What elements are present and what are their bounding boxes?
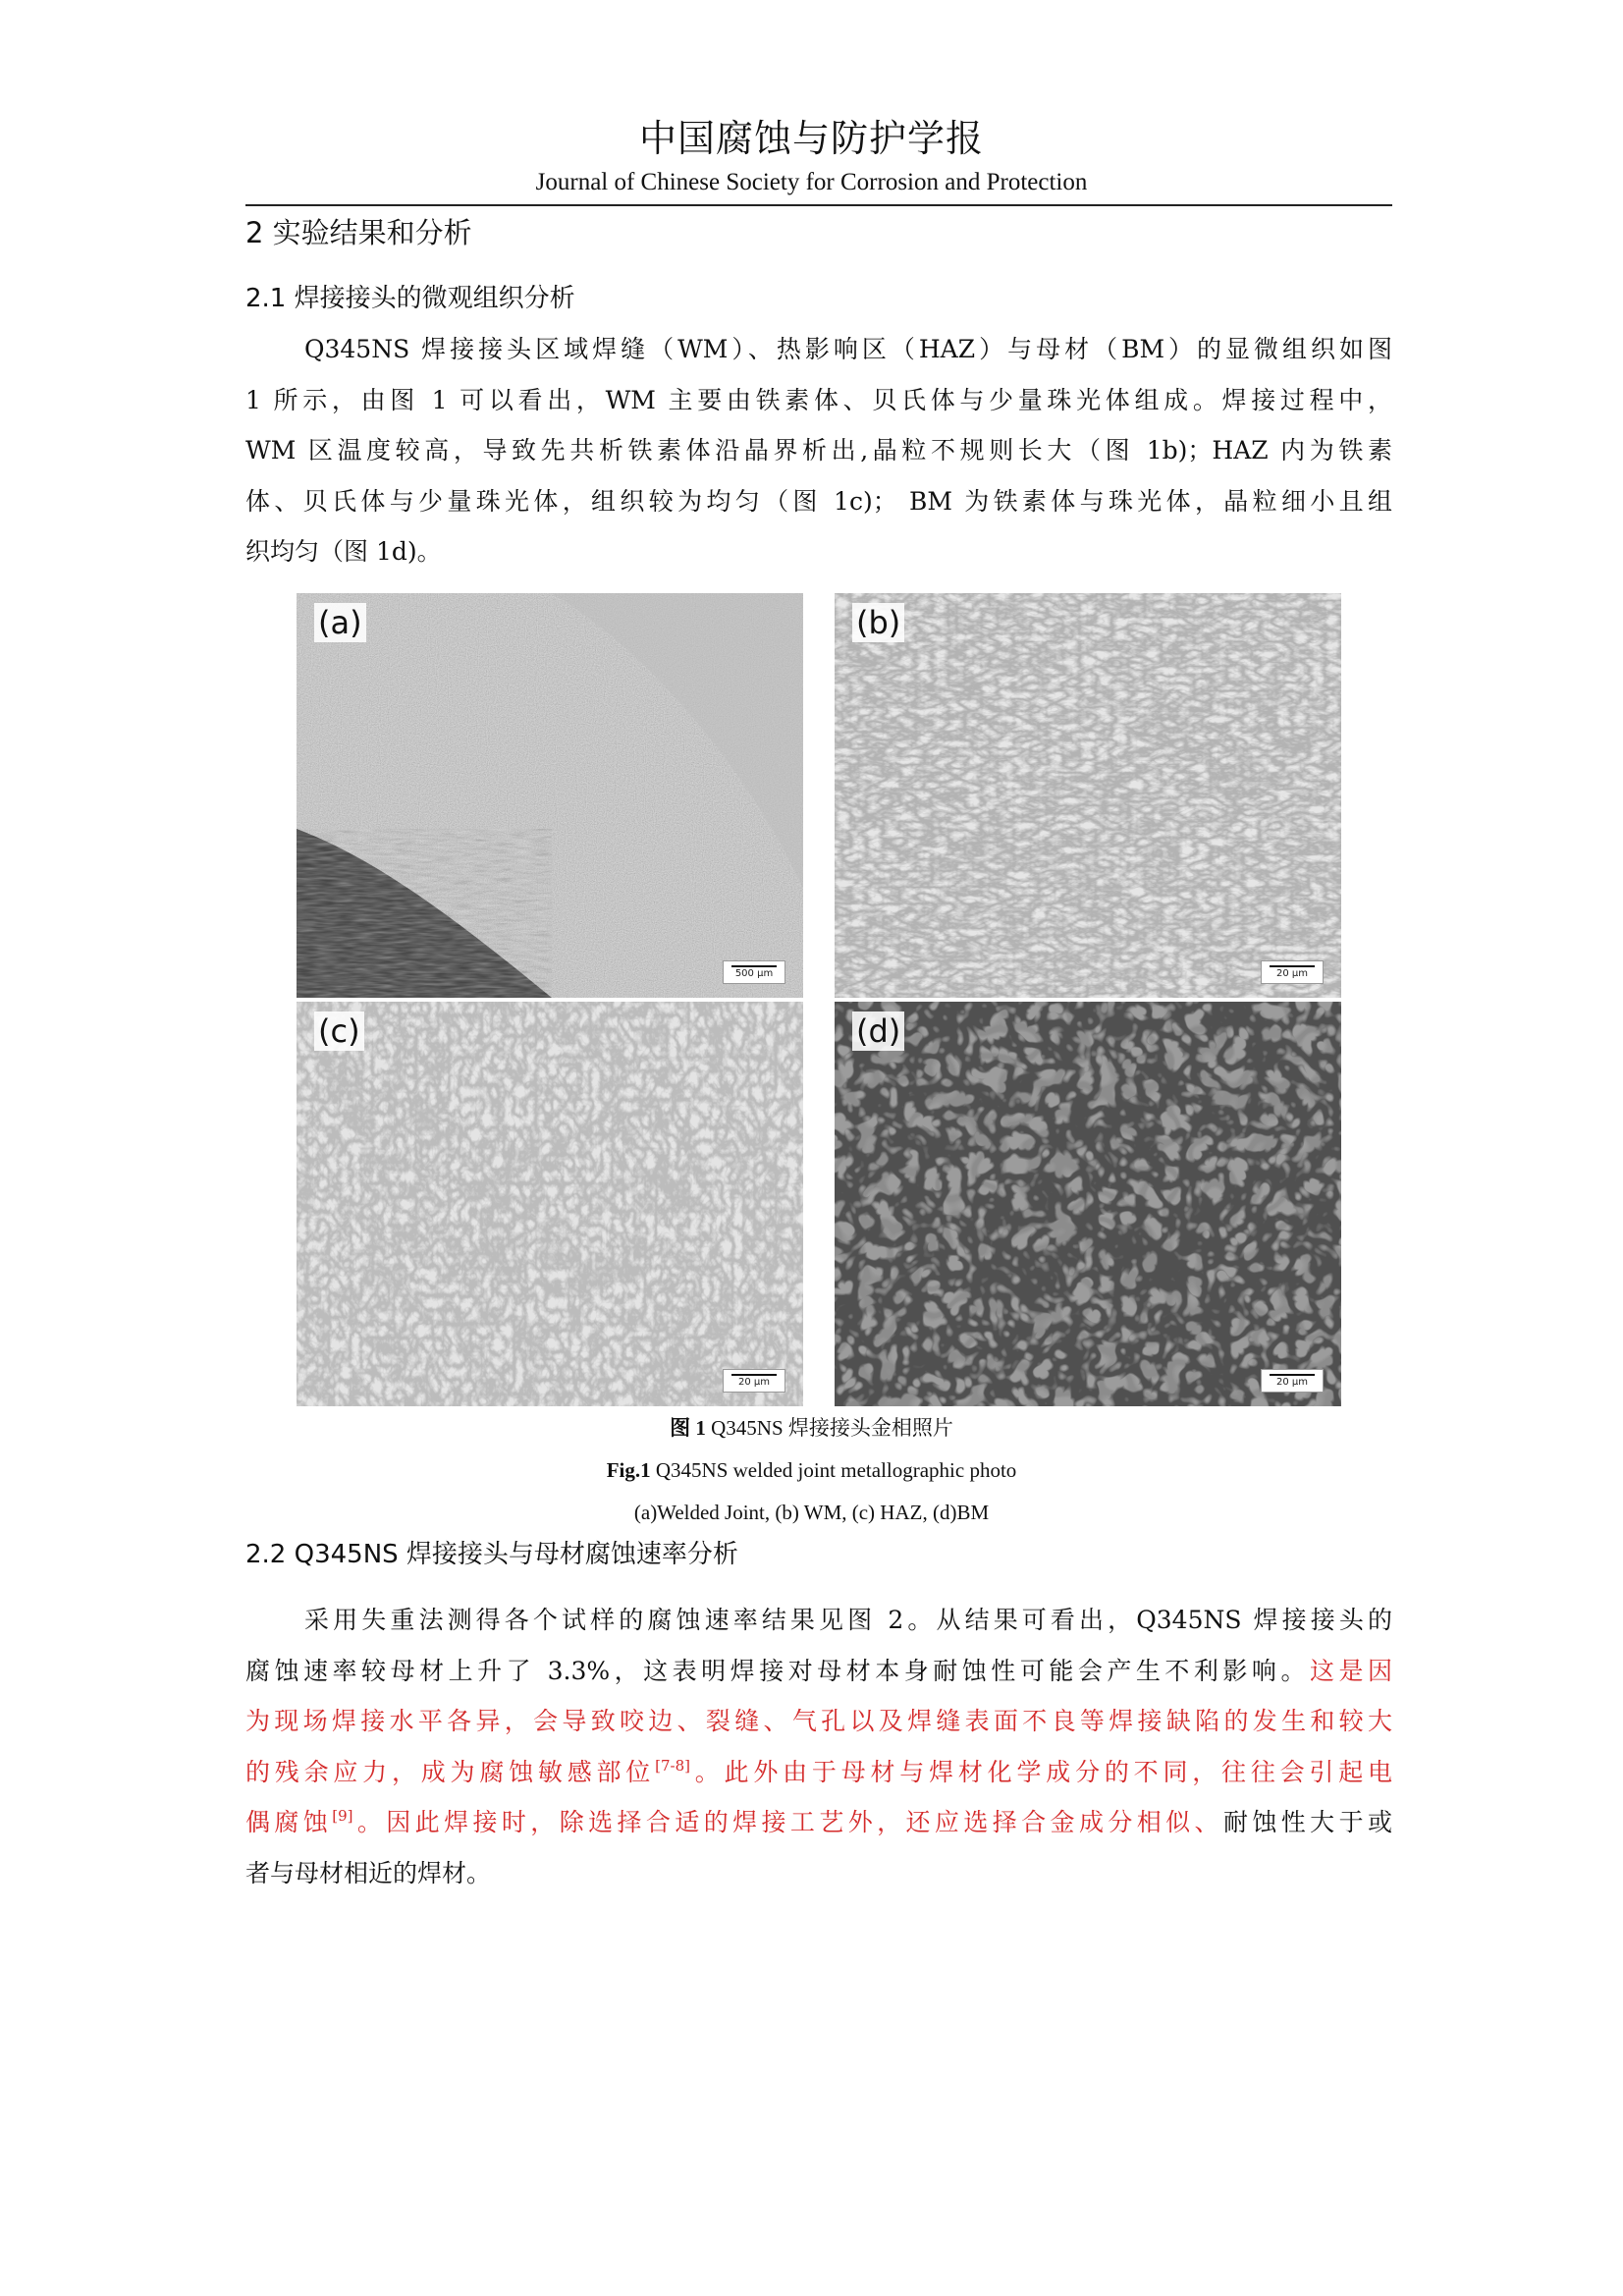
paragraph-line: 者与母材相近的焊材。 [245,1858,492,1887]
micrograph-panel-d [835,1002,1341,1406]
journal-title-en: Journal of Chinese Society for Corrosion and Protection [535,169,1088,195]
figure-caption-en [0,1456,1623,1484]
section-heading-2-2: 2.2 Q345NS 焊接接头与母材腐蚀速率分析 [245,1540,738,1569]
section-heading-2-1: 2.1 焊接接头的微观组织分析 [245,284,575,313]
paragraph-line: 为现场焊接水平各异，会导致咬边、裂缝、气孔以及焊缝表面不良等焊接缺陷的发生和较大 [245,1707,1392,1735]
panel-label-a: (a) [314,603,366,642]
scale-bar-a: 500 μm [723,960,785,984]
paragraph-line: 织均匀（图 1d)。 [245,537,442,566]
citation-ref: [9] [332,1807,353,1825]
paragraph-corrosion-rate [245,1595,1392,1898]
panel-label-b: (b) [852,603,904,642]
panel-label-c: (c) [314,1011,364,1051]
section-heading-2: 2 实验结果和分析 [245,216,472,249]
micrograph-image-d [835,1002,1341,1406]
journal-title-cn: 中国腐蚀与防护学报 [638,117,984,160]
paragraph-line: 偶腐蚀[9]。因此焊接时，除选择合适的焊接工艺外，还应选择合金成分相似、耐蚀性大于或 [245,1807,1392,1836]
header-rule [245,204,1392,206]
micrograph-image-c [297,1002,803,1406]
panel-label-d: (d) [852,1011,904,1051]
paragraph-microstructure [245,324,1392,577]
paragraph-line: Q345NS 焊接接头区域焊缝（WM）、热影响区（HAZ）与母材（BM）的显微组织如图 [304,335,1392,363]
citation-ref: [7-8] [655,1756,690,1775]
micrograph-image-b [835,593,1341,998]
paragraph-line: 体、贝氏体与少量珠光体，组织较为均匀（图 1c)； BM 为铁素体与珠光体，晶粒细小且组 [245,486,1392,516]
figure-caption-en-text: Q345NS welded joint metallographic photo [650,1458,1017,1482]
scale-bar-b: 20 μm [1261,960,1324,984]
figure-caption-subpanels: (a)Welded Joint, (b) WM, (c) HAZ, (d)BM [633,1501,990,1524]
paragraph-line: 1 所示，由图 1 可以看出，WM 主要由铁素体、贝氏体与少量珠光体组成。焊接过程中， [245,385,1392,414]
scale-bar-d: 20 μm [1261,1369,1324,1393]
figure-caption-cn-label: 图 1 [670,1416,706,1440]
micrograph-panel-a [297,593,803,998]
figure-caption-cn [0,1414,1623,1442]
figure-caption-cn-text: Q345NS 焊接接头金相照片 [705,1416,953,1440]
micrograph-image-a [297,593,803,998]
paragraph-line: 腐蚀速率较母材上升了 3.3%，这表明焊接对母材本身耐蚀性可能会产生不利影响。这是因 [245,1656,1392,1685]
paragraph-line: WM 区温度较高，导致先共析铁素体沿晶界析出,晶粒不规则长大（图 1b)；HAZ 内为铁素 [245,436,1392,465]
scale-bar-c: 20 μm [723,1369,785,1393]
figure-caption-en-label: Fig.1 [606,1458,651,1482]
micrograph-panel-c [297,1002,803,1406]
paragraph-line: 的残余应力，成为腐蚀敏感部位[7-8]。此外由于母材与焊材化学成分的不同，往往会引起电 [245,1756,1392,1786]
micrograph-panel-b [835,593,1341,998]
figure-1-micrographs [297,593,1341,1406]
paragraph-line: 采用失重法测得各个试样的腐蚀速率结果见图 2。从结果可看出，Q345NS 焊接接头的 [304,1606,1392,1634]
